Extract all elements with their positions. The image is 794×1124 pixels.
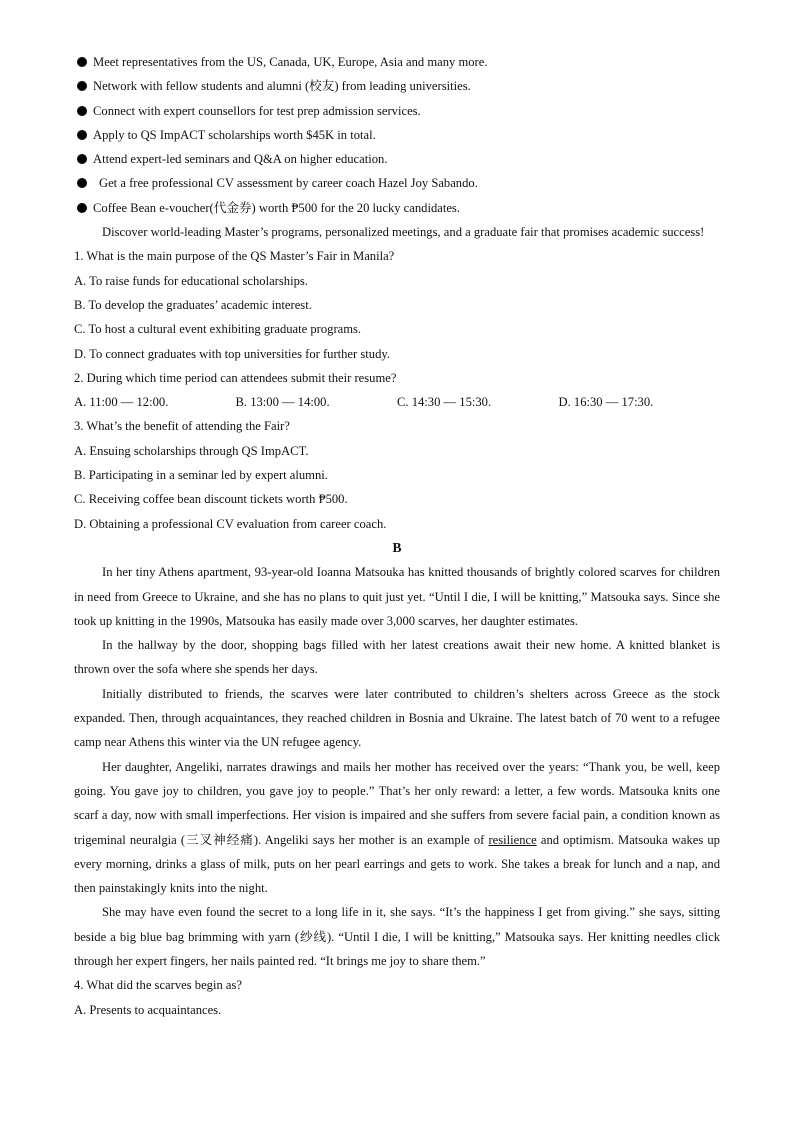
bullet-item: Get a free professional CV assessment by career coach Hazel Joy Sabando. [74, 171, 720, 195]
question-option: B. 13:00 — 14:00. [235, 395, 330, 410]
passage-paragraph: In her tiny Athens apartment, 93-year-old Ioanna Matsouka has knitted thousands of brightly colored scarves for children in need from Greece to Ukraine, and she has no plans to quit just yet. “Until I die, I will be knitting,” Matsouka says. Since she took up knitting in the 1990s, Matsouka has easily made over 3,000 scarves, her daughter estimates. [74, 565, 720, 628]
bullet-item: Coffee Bean e-voucher(代金券) worth ₱500 for the 20 lucky candidates. [74, 196, 720, 220]
bullet-item: Meet representatives from the US, Canada, UK, Europe, Asia and many more. [74, 50, 720, 74]
bullet-item: Attend expert-led seminars and Q&A on higher education. [74, 147, 720, 171]
passage-paragraph: Her daughter, Angeliki, narrates drawings and mails her mother has received over the years: “Thank you, be well, keep going. You gave joy to children, you gave joy to people.” That’s her only reward: a letter, a few words. Matsouka knits one scarf a day, now with small imperfections. Her vision is impaired and she suffers from severe facial pain, a condition known as trigeminal neuralgia (三叉神经痛). Angeliki says her mother is an example of resilience and optimism. Matsouka wakes up every morning, drinks a glass of milk, puts on her pearl earrings and gets to work. She takes a break for lunch and a nap, and then painstakingly knits into the night. [74, 759, 720, 896]
bullet-icon [77, 130, 87, 140]
question-option: B. Participating in a seminar led by expert alumni. [74, 468, 328, 483]
question-option: A. Ensuing scholarships through QS ImpACT. [74, 443, 309, 458]
question-option: C. 14:30 — 15:30. [397, 395, 492, 410]
bullet-icon [77, 106, 87, 116]
bullet-icon [77, 81, 87, 91]
underlined-word: resilience [488, 832, 537, 847]
document-page [74, 50, 720, 1022]
question-option: D. 16:30 — 17:30. [558, 395, 654, 410]
bullet-item: Apply to QS ImpACT scholarships worth $45K in total. [74, 123, 720, 147]
question-options-row [74, 390, 720, 414]
question-stem: 1. What is the main purpose of the QS Master’s Fair in Manila? [74, 249, 395, 264]
question-option: A. Presents to acquaintances. [74, 1002, 222, 1017]
bullet-icon [77, 154, 87, 164]
question-option: A. 11:00 — 12:00. [74, 395, 169, 410]
passage-paragraph: In the hallway by the door, shopping bags filled with her latest creations await their new home. A knitted blanket is thrown over the sofa where she spends her days. [74, 638, 720, 677]
bullet-item: Connect with expert counsellors for test prep admission services. [74, 99, 720, 123]
bullet-icon [77, 178, 87, 188]
question-option: B. To develop the graduates’ academic interest. [74, 297, 312, 312]
question-option: D. To connect graduates with top universities for further study. [74, 346, 390, 361]
question-option: A. To raise funds for educational scholarships. [74, 273, 308, 288]
question-option: C. To host a cultural event exhibiting graduate programs. [74, 322, 362, 337]
passage-paragraph: She may have even found the secret to a long life in it, she says. “It’s the happiness I get from giving.” she says, sitting beside a big blue bag brimming with yarn (纱线). “Until I die, I will be knitting,” Matsouka says. Her knitting needles click through her expert fingers, her nails painted red. “It brings me joy to share them.” [74, 905, 720, 968]
closing-paragraph: Discover world-leading Master’s programs, personalized meetings, and a graduate fair that promises academic success! [102, 225, 705, 240]
question-option: C. Receiving coffee bean discount tickets worth ₱500. [74, 492, 348, 507]
section-heading: B [392, 539, 402, 555]
bullet-item: Network with fellow students and alumni (校友) from leading universities. [74, 74, 720, 98]
passage-paragraph: Initially distributed to friends, the scarves were later contributed to children’s shelters across Greece as the stock expanded. Then, through acquaintances, they reached children in Bosnia and Ukraine. The latest batch of 70 went to a refugee camp near Athens this winter via the UN refugee agency. [74, 686, 720, 750]
question-stem: 3. What’s the benefit of attending the Fair? [74, 419, 290, 434]
bullet-icon [77, 203, 87, 213]
bullet-icon [77, 57, 87, 67]
question-stem: 4. What did the scarves begin as? [74, 978, 242, 993]
question-option: D. Obtaining a professional CV evaluation from career coach. [74, 516, 387, 531]
question-stem: 2. During which time period can attendees submit their resume? [74, 370, 397, 385]
